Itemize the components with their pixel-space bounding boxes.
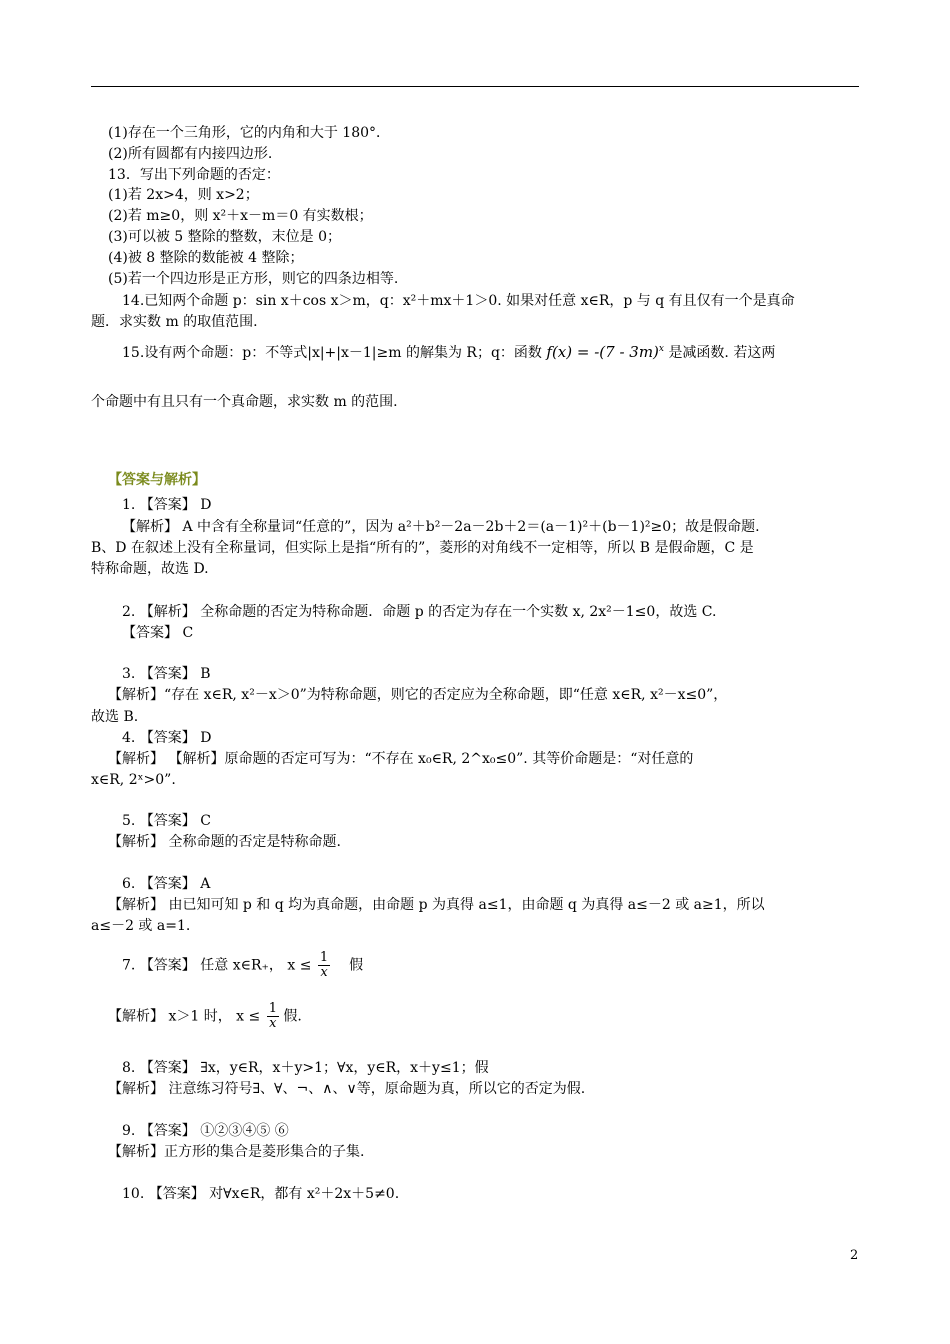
problem-14-line: 题．求实数 m 的取值范围.: [91, 314, 258, 330]
fraction-one-over-x: [318, 951, 330, 980]
answer-line: 【解析】 注意练习符号∃、∀、¬、∧、∨等，原命题为真，所以它的否定为假.: [108, 1081, 586, 1097]
problem-15-text: 15.设有两个命题：p：不等式|x|+|x－1|≥m 的解集为 R；q：函数: [122, 345, 542, 361]
fraction-denominator: x: [269, 1016, 277, 1031]
page-number: 2: [850, 1248, 859, 1263]
answer-line: a≤－2 或 a=1.: [91, 918, 191, 934]
text-line: (2)所有圆都有内接四边形.: [108, 146, 273, 162]
answer-line: 特称命题，故选 D.: [91, 561, 209, 577]
problem-15-line: 个命题中有且只有一个真命题，求实数 m 的范围.: [91, 394, 398, 410]
answer-line: 6. 【答案】 A: [122, 876, 211, 892]
problem-15-text: 是减函数. 若这两: [668, 345, 776, 361]
answer-line: 故选 B.: [91, 709, 139, 725]
answer-line: 【解析】“存在 x∈R, x²－x＞0”为特称命题，则它的否定应为全称命题，即“任意 x∈R, x²－x≤0”，: [108, 687, 728, 703]
answer-line: 8. 【答案】 ∃x，y∈R，x＋y>1；∀x，y∈R，x＋y≤1；假: [122, 1060, 489, 1076]
answer-section-heading: 【答案与解析】: [108, 472, 206, 488]
problem-14-line: 14.已知两个命题 p：sin x＋cos x＞m，q：x²＋mx＋1＞0. 如果对任意 x∈R，p 与 q 有且仅有一个是真命: [122, 293, 795, 309]
text-line: (5)若一个四边形是正方形，则它的四条边相等.: [108, 271, 399, 287]
answer-line: 1. 【答案】 D: [122, 497, 212, 513]
fraction-one-over-x: [267, 1002, 279, 1031]
text-line: 13．写出下列命题的否定：: [108, 167, 280, 183]
problem-15-line: [122, 340, 892, 362]
answer-text: 【解析】 x＞1 时， x ≤: [108, 1008, 261, 1025]
function-formula: [546, 343, 664, 361]
text-line: (1)存在一个三角形，它的内角和大于 180°．: [108, 125, 391, 141]
answer-line: 【解析】 【解析】原命题的否定可写为：“不存在 x₀∈R, 2^x₀≤0”. 其等价命题是：“对任意的: [108, 751, 694, 767]
answer-line: 【解析】正方形的集合是菱形集合的子集.: [108, 1144, 365, 1160]
answer-line: 3. 【答案】 B: [122, 666, 211, 682]
answer-line: 10. 【答案】 对∀x∈R，都有 x²＋2x＋5≠0.: [122, 1186, 400, 1202]
answer-line: B、D 在叙述上没有全称量词，但实际上是指“所有的”，菱形的对角线不一定相等，所以 B 是假命题，C 是: [91, 540, 754, 556]
answer-line: [108, 1002, 878, 1031]
header-rule: [91, 86, 859, 87]
formula-exponent: x: [658, 344, 664, 354]
formula-body: f(x) = -(7 - 3m): [546, 343, 659, 361]
text-line: (2)若 m≥0，则 x²＋x－m＝0 有实数根；: [108, 208, 373, 224]
answer-text: 7. 【答案】 任意 x∈R₊， x ≤: [122, 957, 312, 974]
answer-line: 【解析】 全称命题的否定是特称命题.: [108, 834, 341, 850]
fraction-numerator: 1: [319, 950, 329, 965]
answer-line: [122, 951, 892, 980]
answer-text: 假: [349, 957, 364, 974]
answer-line: 9. 【答案】 ①②③④⑤ ⑥: [122, 1123, 289, 1139]
text-line: (3)可以被 5 整除的整数，末位是 0；: [108, 229, 341, 245]
text-line: (4)被 8 整除的数能被 4 整除；: [108, 250, 304, 266]
answer-line: 【答案】 C: [122, 625, 194, 641]
fraction-denominator: x: [320, 965, 328, 980]
answer-line: 【解析】 A 中含有全称量词“任意的”，因为 a²＋b²－2a－2b＋2＝(a－1)²＋(b－1)²≥0；故是假命题.: [122, 519, 760, 535]
answer-line: 【解析】 由已知可知 p 和 q 均为真命题，由命题 p 为真得 a≤1，由命题 q 为真得 a≤－2 或 a≥1，所以: [108, 897, 765, 913]
answer-line: 5. 【答案】 C: [122, 813, 211, 829]
answer-line: 4. 【答案】 D: [122, 730, 212, 746]
answer-text: 假.: [283, 1008, 302, 1025]
text-line: (1)若 2x>4，则 x>2；: [108, 187, 259, 203]
answer-line: 2. 【解析】 全称命题的否定为特称命题．命题 p 的否定为存在一个实数 x, 2x²－1≤0，故选 C.: [122, 604, 717, 620]
answer-line: x∈R, 2ˣ>0”.: [91, 772, 176, 788]
fraction-numerator: 1: [268, 1001, 277, 1016]
